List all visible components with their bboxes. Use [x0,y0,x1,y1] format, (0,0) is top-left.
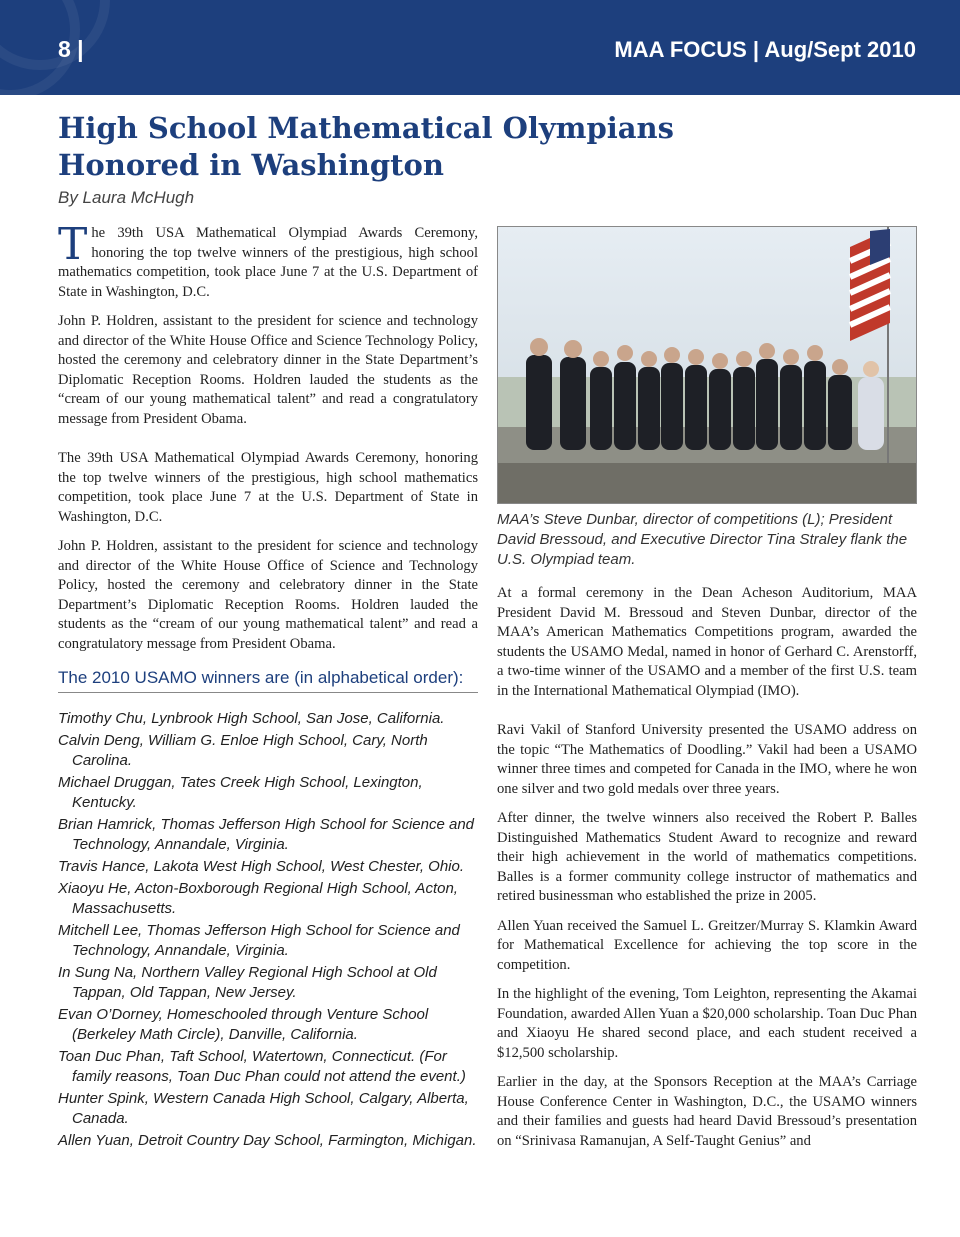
paragraph-reception: Earlier in the day, at the Sponsors Reception at the MAA’s Carriage House Conference Center in Washington, D.C., the USAMO winners and their families and guests had heard David Bressoud’s presentation on “Srinivasa Ramanujan, A Self-Taught Genius” and [497,1074,917,1149]
winner-item: Timothy Chu, Lynbrook High School, San Jose, California. [58,710,445,727]
paragraph-akamai: In the highlight of the evening, Tom Leighton, representing the Akamai Foundation, awarded Allen Yuan a $20,000 scholarship. Toan Duc Phan and Xiaoyu He shared second place, and each student received a $12,500 scholarship. [497,986,917,1061]
winner-item: Allen Yuan, Detroit Country Day School, Farmington, Michigan. [58,1132,477,1149]
paragraph-balles: After dinner, the twelve winners also received the Robert P. Balles Distinguished Mathematics Student Award to recognize and reward their high achievement in the world of mathematics competitions. Balles is a former community college instructor of mathematics and retired businessman who established the prize in 2005. [497,810,917,904]
team-photo [497,226,917,504]
page-header [0,0,960,95]
article-byline: By Laura McHugh [58,188,195,207]
winners-heading: The 2010 USAMO winners are (in alphabetical order): [58,668,478,693]
drop-cap: T [58,219,88,270]
left-column [58,219,478,1153]
winner-item: Mitchell Lee, Thomas Jefferson High School for Science and Technology, Annandale, Virginia. [58,922,460,959]
paragraph-yuan: Allen Yuan received the Samuel L. Greitzer/Murray S. Klamkin Award for Mathematical Excellence for achieving the top score in the competition. [497,917,917,973]
winner-item: Evan O’Dorney, Homeschooled through Venture School (Berkeley Math Circle), Danville, California. [58,1006,429,1043]
winner-item: In Sung Na, Northern Valley Regional High School at Old Tappan, Old Tappan, New Jersey. [58,964,437,1001]
winner-item: Calvin Deng, William G. Enloe High School, Cary, North Carolina. [58,732,428,769]
winner-item: Toan Duc Phan, Taft School, Watertown, Connecticut. (For family reasons, Toan Duc Phan could not attend the event.) [58,1048,466,1085]
winner-item: Travis Hance, Lakota West High School, West Chester, Ohio. [58,858,465,875]
winner-item: Brian Hamrick, Thomas Jefferson High School for Science and Technology, Annandale, Virginia. [58,816,475,853]
page-number: 8 | [58,36,84,62]
paragraph-repeat-intro: The 39th USA Mathematical Olympiad Awards Ceremony, honoring the top twelve winners of the prestigious, high school mathematics competition, took place June 7 at the U.S. Department of State in Washington, D.C. [58,450,478,525]
paragraph-vakil: Ravi Vakil of Stanford University presented the USAMO address on the topic “The Mathematics of Doodling.” Vakil had been a USAMO winner three times and competed for Canada in the IMO, where he won one silver and two gold medals over three years. [497,722,917,797]
magazine-title: MAA FOCUS | Aug/Sept 2010 [614,37,916,62]
winner-item: Hunter Spink, Western Canada High School, Calgary, Alberta, Canada. [58,1090,469,1127]
paragraph-intro [58,219,478,302]
paragraph-ceremony: At a formal ceremony in the Dean Acheson Auditorium, MAA President David M. Bressoud and Steven Dunbar, director of the MAA’s American Mathematics Competitions program, awarded the students the USAMO Medal, named in honor of Gerhard C. Arenstorff, a two-time winner of the USAMO and a member of the first U.S. team in the International Mathematical Olympiad (IMO). [497,585,917,699]
winners-list [58,709,478,1151]
team-photo-illustration [498,227,916,503]
winner-item: Xiaoyu He, Acton-Boxborough Regional High School, Acton, Massachusetts. [58,880,458,917]
photo-caption: MAA’s Steve Dunbar, director of competitions (L); President David Bressoud, and Executive Director Tina Straley flank the U.S. Olympiad team. [497,511,908,568]
paragraph-intro-text: he 39th USA Mathematical Olympiad Awards Ceremony, honoring the top twelve winners of the prestigious, high school mathematics competition, took place June 7 at the U.S. Department of State in Washington, D.C. [58,225,478,300]
right-column [497,584,917,1161]
paragraph-holdren: John P. Holdren, assistant to the president for science and technology and director of the White House Office and Science Technology Policy, hosted the ceremony and celebratory dinner in the State Department’s Diplomatic Reception Rooms. Holdren lauded the students as the “cream of our young mathematical talent” and read a congratulatory message from President Obama. [58,313,478,427]
article-title: High School Mathematical Olympians Honored in Washington [58,111,674,182]
winner-item: Michael Druggan, Tates Creek High School, Lexington, Kentucky. [58,774,423,811]
paragraph-repeat-holdren: John P. Holdren, assistant to the president for science and technology and director of the White House Office of Science and Technology Policy, hosted the ceremony and celebratory dinner in the State Department’s Diplomatic Reception Rooms. Holdren lauded the students as the “cream of our young mathematical talent” and read a congratulatory message from President Obama. [58,538,478,652]
american-flag [850,229,890,341]
